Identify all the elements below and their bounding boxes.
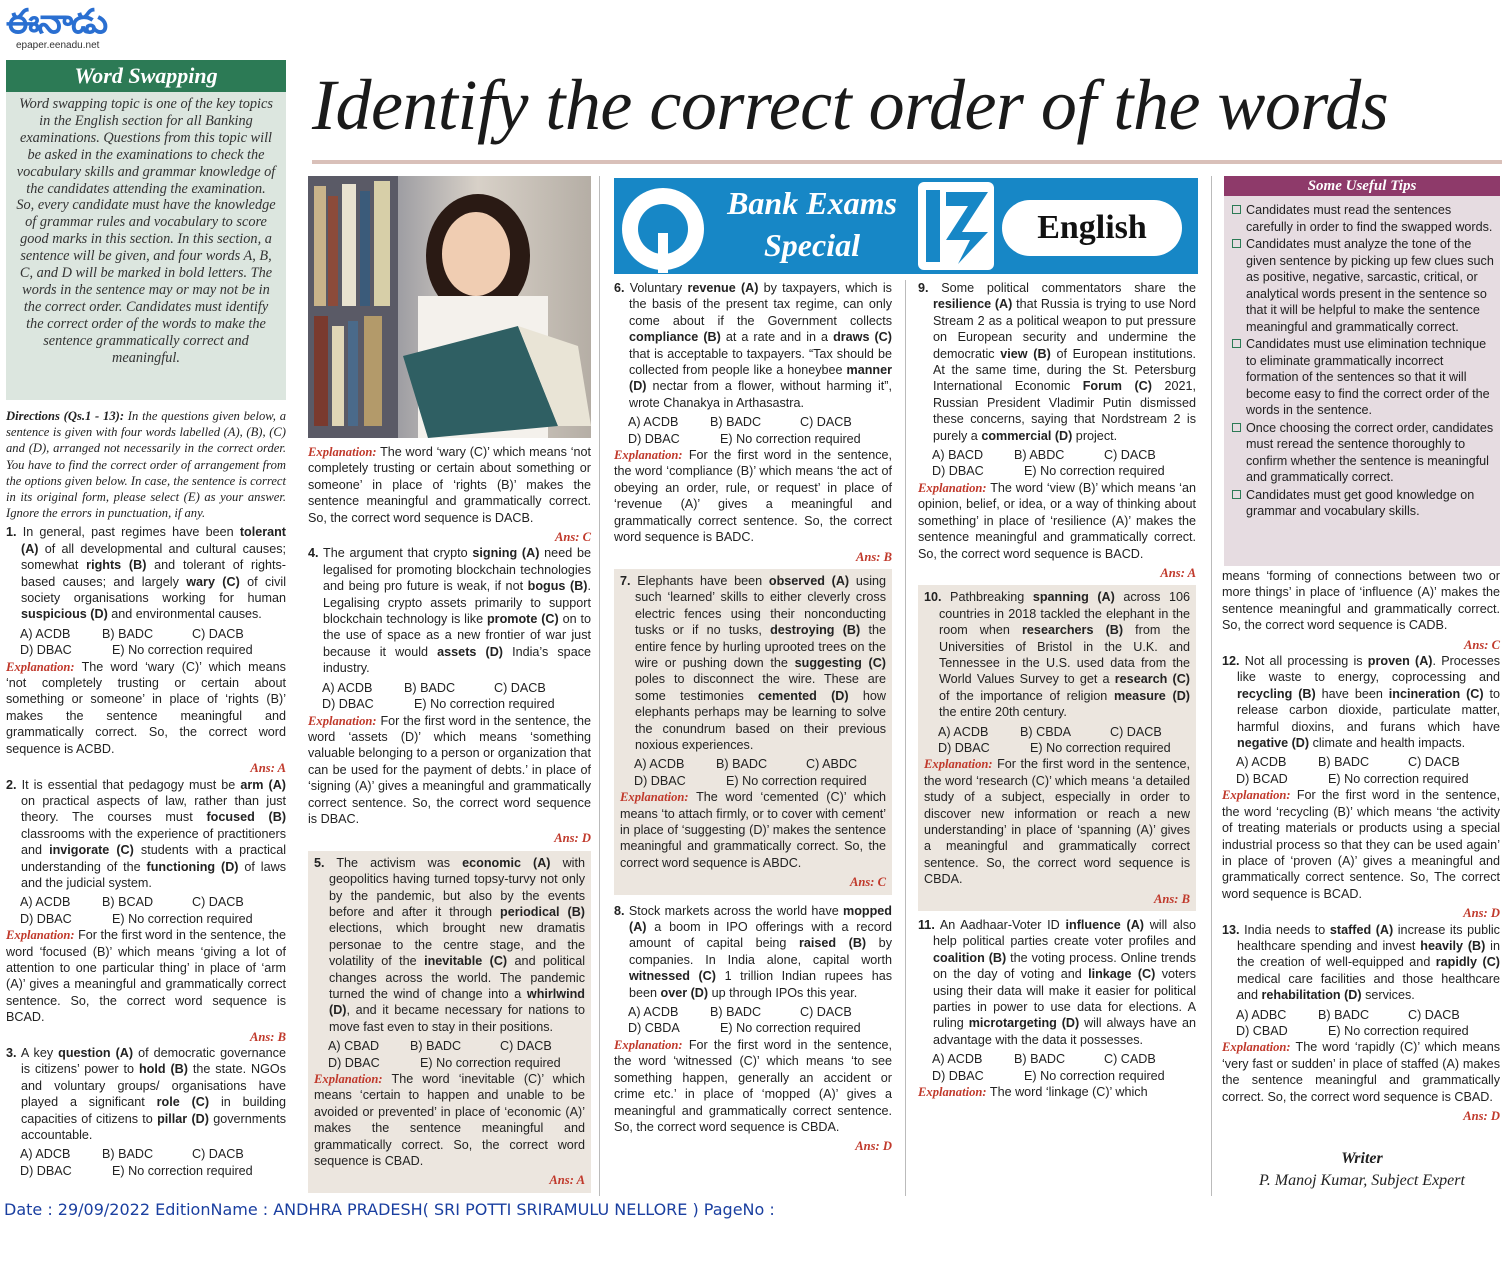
explanation: Explanation: The word ‘linkage (C)’ which bbox=[918, 1085, 1148, 1100]
option: C) DACB bbox=[1408, 755, 1460, 770]
option: B) BADC bbox=[102, 626, 154, 641]
option: E) No correction required bbox=[720, 1021, 861, 1036]
question-5 bbox=[314, 855, 585, 1189]
masthead-name: ఈనాడు bbox=[6, 2, 107, 42]
answer-options bbox=[6, 911, 286, 927]
question-text: 6. Voluntary revenue (A) by taxpayers, which is the basis of the present tax regime, can only come about if the Government collects compliance (B) at a rate and in a draws (C) that is acceptable to taxpayers. “Tax should be collected from people like a honeybee manner (D) nectar from a flower, without harming it”, wrote Chanakya in Arthasastra. bbox=[614, 281, 892, 410]
explanation: Explanation: For the first word in the sentence, the word ‘recycling (B)’ which means ‘the activity of treating materials or products using a special industrial process so that they can be used again’ in place of ‘proven (A)’ gives a meaningful and grammatically correct sentence. So, The correct word sequence is BCAD. bbox=[1222, 788, 1500, 901]
continued-explanation: means ‘forming of connections between two or more things’ in place of ‘influence (A)’ makes the sentence meaningful and grammatically correct. So, the correct word sequence is CADB. bbox=[1222, 569, 1500, 633]
option: A) BACD bbox=[932, 448, 984, 463]
headline-rule bbox=[312, 160, 1502, 164]
option: A) ACDB bbox=[634, 757, 685, 772]
column-5 bbox=[1222, 568, 1500, 1124]
answer-options bbox=[918, 1051, 1196, 1067]
option: A) CBAD bbox=[328, 1039, 380, 1054]
directions bbox=[6, 408, 286, 521]
masthead-logo bbox=[6, 4, 146, 54]
question-4 bbox=[308, 545, 591, 846]
question-11 bbox=[918, 917, 1196, 1100]
question-text: 3. A key question (A) of democratic governance is citizens’ power to hold (B) the state. NGOs and voluntary groups/ organisations have played a significant role (C) in building capacities of citizens to pillar (D) governments accountable. bbox=[6, 1046, 287, 1143]
question-text: 4. The argument that crypto signing (A) need be legalised for promoting blockchain technologies and being pro future is weak, if not bogus (B). Legalising crypto assets primarily to support blockchain technology is like promote (C) on to the use of space as a new frontier of war just because it would assets (D) India’s space industry. bbox=[308, 546, 592, 676]
answer-options bbox=[918, 1068, 1196, 1084]
question-text: 10. Pathbreaking spanning (A) across 106 countries in 2018 tackled the elephant in the room when researchers (B) from the Universities of Bristol in the U.K. and Tennessee in the U.S. used data from the World Values Survey to get a research (C) of the importance of religion measure (D) the entire 20th century. bbox=[924, 590, 1191, 720]
question-text: 9. Some political commentators share the resilience (A) that Russia is trying to use Nord Stream 2 as a political weapon to put pressure on European security and undermine the democratic view (B) of European institutions. At the same time, during the St. Petersburg International Economic Forum (C) 2021, Russian President Vladimir Putin dismissed these concerns, saying that Nordstream 2 is purely a commercial (D) project. bbox=[918, 281, 1197, 443]
option: D) DBAC bbox=[932, 1068, 984, 1083]
option: C) DACB bbox=[1408, 1007, 1460, 1022]
answer-options bbox=[308, 696, 591, 712]
answer: Ans: D bbox=[1463, 906, 1500, 921]
checkbox-icon bbox=[1232, 239, 1241, 248]
answer: Ans: A bbox=[1160, 565, 1196, 580]
explanation: Explanation: The word ‘rapidly (C)’ which means ‘very fast or sudden’ in place of staffed (A) makes the sentence meaningful and grammatically correct. So, the correct word sequence is CBAD. bbox=[1222, 1040, 1500, 1104]
column-1 bbox=[6, 408, 286, 1179]
answer-options bbox=[614, 431, 892, 447]
explanation: Explanation: For the first word in the sentence, the word ‘assets (D)’ which means ‘something valuable belonging to a person or organization that can be used for the payment of debts.’ in place of ‘signing (A)’ gives a meaningful and grammatically correct sentence. So, the correct word sequence is DBAC. bbox=[308, 713, 591, 826]
option: B) BADC bbox=[1014, 1052, 1066, 1067]
question-text: 13. India needs to staffed (A) increase its public healthcare spending and invest heavily (B) in the creation of well-equipped and rapidly (C) medical care facilities and those healthcare and rehabilitation (D) services. bbox=[1222, 922, 1500, 1003]
option: D) BCAD bbox=[1236, 771, 1288, 786]
answer-options bbox=[918, 447, 1196, 463]
answer-options bbox=[1222, 1023, 1500, 1039]
sbi-logo-icon bbox=[622, 188, 704, 270]
answer-options bbox=[924, 724, 1190, 740]
option: B) BADC bbox=[716, 757, 768, 772]
answer-options bbox=[1222, 1007, 1500, 1023]
question-6 bbox=[614, 280, 892, 565]
option: E) No correction required bbox=[420, 1055, 561, 1070]
answer-options bbox=[308, 680, 591, 696]
word-swapping-text: Word swapping topic is one of the key topics in the English section for all Banking examinations. Questions from this topic will be asked in the examinations to check the vocabulary skills and grammar knowledge of the candidates attending the examination. So, every candidate must have the knowledge of grammar rules and vocabulary to score good marks in this section. In this section, a sentence will be given, and four words A, B, C, and D will be marked in bold letters. The words in the sentence may or may not be in the correct order. Candidates must identify the correct order of the words to make the sentence grammatically correct and meaningful. bbox=[16, 96, 276, 366]
word-swapping-title: Word Swapping bbox=[6, 60, 286, 92]
question-3 bbox=[6, 1045, 286, 1179]
option: D) DBAC bbox=[20, 1163, 72, 1178]
answer-options bbox=[614, 1004, 892, 1020]
tips-title: Some Useful Tips bbox=[1224, 176, 1500, 196]
tip-item: Candidates must use elimination technique to eliminate grammatically incorrect formation of the sentences so that it will become easy to find the correct order of the words in the sentence. bbox=[1232, 336, 1494, 419]
option: E) No correction required bbox=[1030, 740, 1171, 755]
bank-exams-banner bbox=[614, 178, 1198, 274]
question-9 bbox=[918, 280, 1196, 581]
answer-options bbox=[6, 642, 286, 658]
option: A) ACDB bbox=[322, 680, 373, 695]
question-text: 12. Not all processing is proven (A). Processes like waste to energy, coprocessing and recycling (B) have been incineration (C) to release carbon dioxide, particulate matter, harmful dioxins, and furans which have negative (D) climate and health impacts. bbox=[1222, 654, 1500, 751]
option: D) CBAD bbox=[1236, 1023, 1288, 1038]
question-text: 8. Stock markets across the world have mopped (A) a boom in IPO offerings with a record amount of capital being raised (B) by companies. In India alone, capital worth witnessed (C) 1 trillion Indian rupees has been over (D) up through IPOs this year. bbox=[614, 903, 892, 1000]
footer-info: Date : 29/09/2022 EditionName : ANDHRA PRADESH( SRI POTTI SRIRAMULU NELLORE ) PageNo : bbox=[4, 1200, 775, 1219]
option: B) BADC bbox=[1318, 755, 1370, 770]
answer-options bbox=[6, 1146, 286, 1162]
option: B) CBDA bbox=[1020, 724, 1072, 739]
option: E) No correction required bbox=[720, 431, 861, 446]
option: A) ACDB bbox=[20, 895, 71, 910]
explanation: Explanation: For the first word in the sentence, the word ‘compliance (B)’ which means ‘the act of obeying an order, rule, or request’ in place of ‘revenue (A)’ gives a meaningful and grammatically correct sentence. So, the correct word sequence is BADC. bbox=[614, 448, 892, 545]
question-1 bbox=[6, 524, 286, 776]
option: C) DACB bbox=[800, 1005, 852, 1020]
option: C) DACB bbox=[192, 626, 244, 641]
explanation: Explanation: The word ‘cemented (C)’ which means ‘to attach firmly, or to cover with cement’ in place of ‘suggesting (D)’ makes the sentence meaningful and grammatically correct. So, the correct word sequence is ABDC. bbox=[620, 790, 886, 870]
option: E) No correction required bbox=[112, 643, 253, 658]
option: A) ADCB bbox=[20, 1147, 71, 1162]
option: C) ABDC bbox=[806, 757, 858, 772]
column-4 bbox=[918, 280, 1196, 1104]
option: B) BADC bbox=[710, 1005, 762, 1020]
answer-options bbox=[6, 1163, 286, 1179]
tip-item: Candidates must analyze the tone of the given sentence by picking up few clues such as positive, negative, sarcastic, critical, or analytical words present in the sentence so that it will be helpful to make the sentence meaningful and grammatically correct. bbox=[1232, 236, 1494, 335]
option: A) ACDB bbox=[20, 626, 71, 641]
column-divider bbox=[1211, 176, 1212, 1196]
checkbox-icon bbox=[1232, 490, 1241, 499]
subject-label: English bbox=[1002, 200, 1182, 256]
writer-credit bbox=[1224, 1150, 1500, 1190]
tip-item: Candidates must get good knowledge on grammar and vocabulary skills. bbox=[1232, 487, 1494, 520]
explanation-1: Explanation: The word ‘wary (C)’ which means ‘not completely trusting or certain about something or someone’ in place of ‘rights (B)’ makes the sentence meaningful and grammatically correct. So, the correct word sequence is DACB. bbox=[308, 445, 591, 525]
answer-options bbox=[614, 1020, 892, 1036]
answer-options bbox=[614, 414, 892, 430]
checkbox-icon bbox=[1232, 339, 1241, 348]
explanation: Explanation: The word ‘wary (C)’ which means ‘not completely trusting or certain about something or someone’ in place of ‘rights (B)’ makes the sentence meaningful and grammatically correct. So, the correct word sequence is ACBD. bbox=[6, 659, 286, 756]
answer: Ans: B bbox=[249, 1029, 286, 1044]
answer-options bbox=[6, 894, 286, 910]
option: D) DBAC bbox=[932, 464, 984, 479]
answer-options bbox=[314, 1055, 585, 1071]
answer-options bbox=[6, 626, 286, 642]
answer: Ans: D bbox=[855, 1139, 892, 1154]
question-text: 2. It is essential that pedagogy must be arm (A) on practical aspects of law, rather than just theory. The courses must focused (B) classrooms with the experience of practitioners and invigorate (C) students with a practical understanding of the functioning (D) of laws and the judicial system. bbox=[6, 777, 287, 890]
option: E) No correction required bbox=[112, 1163, 253, 1178]
answer-options bbox=[918, 463, 1196, 479]
checkbox-icon bbox=[1232, 423, 1241, 432]
option: E) No correction required bbox=[414, 697, 555, 712]
tip-item: Once choosing the correct order, candidates must reread the sentence thoroughly to confirm whether the sentence is meaningful and grammatically correct. bbox=[1232, 420, 1494, 486]
banner-title: Bank Exams Special bbox=[727, 185, 897, 263]
useful-tips-box bbox=[1224, 176, 1500, 566]
column-3 bbox=[614, 280, 892, 1155]
answer-options bbox=[1222, 754, 1500, 770]
option: A) ACDB bbox=[932, 1052, 983, 1067]
option: E) No correction required bbox=[1024, 464, 1165, 479]
column-2 bbox=[308, 444, 591, 1193]
option: B) ABDC bbox=[1014, 448, 1065, 463]
question-7 bbox=[620, 573, 886, 891]
column-divider bbox=[905, 280, 906, 1196]
option: D) DBAC bbox=[628, 431, 680, 446]
eenadu-logo-icon bbox=[918, 182, 994, 270]
answer: Ans: D bbox=[554, 831, 591, 846]
option: D) DBAC bbox=[328, 1055, 380, 1070]
explanation: Explanation: For the first word in the sentence, the word ‘research (C)’ which means ‘a detailed study of a subject, especially in order to discover new information or reach a new understanding’ in place of ‘spanning (A)’ gives a meaningful and grammatically correct sentence. So, the correct word sequence is CBDA. bbox=[924, 757, 1190, 887]
option: B) BADC bbox=[410, 1039, 462, 1054]
answer: Ans: B bbox=[855, 549, 892, 564]
option: C) DACB bbox=[1110, 724, 1162, 739]
option: C) DACB bbox=[192, 895, 244, 910]
option: B) BADC bbox=[1318, 1007, 1370, 1022]
option: E) No correction required bbox=[726, 773, 867, 788]
option: E) No correction required bbox=[1328, 771, 1469, 786]
question-text: 11. An Aadhaar-Voter ID influence (A) will also help political parties create voter profiles and coalition (B) the voting process. Online trends on the day of voting and linkage (C) voters using their data will make it easier for political parties in power to use data for elections. A ruling microtargeting (D) will always have an advantage with the data it possesses. bbox=[918, 918, 1197, 1047]
student-reading-photo bbox=[308, 176, 591, 438]
option: C) DACB bbox=[500, 1039, 552, 1054]
option: C) DACB bbox=[800, 415, 852, 430]
column-divider bbox=[599, 176, 600, 1196]
answer-options bbox=[620, 773, 886, 789]
writer-label: Writer bbox=[1341, 1150, 1383, 1167]
word-swapping-box bbox=[6, 60, 286, 400]
answer: Ans: A bbox=[549, 1173, 585, 1188]
question-text: 5. The activism was economic (A) with geopolitics having turned topsy-turvy not only by the pandemic, but also by the events before and after it through periodical (B) elections, which brought new dramatis personae to the centre stage, and the volatility of the inevitable (C) and political changes across the world. The pandemic turned the wind of change into a whirlwind (D), and it became necessary for nations to move fast even to stay in their positions. bbox=[314, 855, 585, 1034]
tips-list bbox=[1224, 196, 1500, 520]
answer-options bbox=[924, 740, 1190, 756]
explanation: Explanation: For the first word in the sentence, the word ‘witnessed (C)’ which means ‘to see something happen, generally an accident or crime etc.’ in place of ‘mopped (A)’ gives a meaningful and grammatically correct sentence. So, the correct word sequence is CBDA. bbox=[614, 1037, 892, 1134]
answer-options bbox=[314, 1038, 585, 1054]
question-10 bbox=[924, 589, 1190, 907]
question-2 bbox=[6, 777, 286, 1046]
option: B) BCAD bbox=[102, 895, 154, 910]
writer-name: P. Manoj Kumar, Subject Expert bbox=[1259, 1172, 1465, 1189]
option: D) CBDA bbox=[628, 1021, 680, 1036]
answer-11: Ans: C bbox=[1463, 637, 1500, 652]
option: B) BADC bbox=[404, 680, 456, 695]
option: D) DBAC bbox=[938, 740, 990, 755]
tip-item: Candidates must read the sentences carefully in order to find the swapped words. bbox=[1232, 202, 1494, 235]
answer: Ans: C bbox=[849, 875, 886, 890]
question-12 bbox=[1222, 653, 1500, 922]
answer-options bbox=[1222, 771, 1500, 787]
answer: Ans: B bbox=[1153, 891, 1190, 906]
option: A) ACDB bbox=[628, 1005, 679, 1020]
option: A) ACDB bbox=[1236, 755, 1287, 770]
masthead-url: epaper.eenadu.net bbox=[16, 40, 100, 51]
answer-3: Ans: C bbox=[554, 530, 591, 545]
option: C) DACB bbox=[192, 1147, 244, 1162]
explanation: Explanation: For the first word in the sentence, the word ‘focused (B)’ which means ‘giving a lot of attention to one particular thing’ in place of ‘arm (A)’ gives a meaningful and grammatically correct sentence. So, the correct word sequence is BCAD. bbox=[6, 928, 286, 1025]
explanation: Explanation: The word ‘view (B)’ which means ‘an opinion, belief, or idea, or a way of thinking about something’ in place of ‘resilience (A)’ makes the sentence meaningful and grammatically correct. So, the correct word sequence is BACD. bbox=[918, 480, 1196, 561]
option: A) ACDB bbox=[628, 415, 679, 430]
headline: Identify the correct order of the words bbox=[312, 65, 1389, 145]
question-13 bbox=[1222, 922, 1500, 1125]
option: C) CADB bbox=[1104, 1052, 1156, 1067]
directions-text: In the questions given below, a sentence is given with four words labelled (A), (B), (C) and (D), arranged not necessarily in the correct order. You have to find the correct order of arrangement from the options given below. In case, the sentence is correct in its original form, please select (E) as your answer. Ignore the errors in punctuation, if any. bbox=[6, 409, 286, 521]
option: E) No correction required bbox=[1328, 1023, 1469, 1038]
option: B) BADC bbox=[710, 415, 762, 430]
option: E) No correction required bbox=[112, 911, 253, 926]
directions-label: Directions (Qs.1 - 13): bbox=[6, 409, 125, 423]
question-text: 1. In general, past regimes have been tolerant (A) of all developmental and cultural causes; somewhat rights (B) and tolerant of rights-based causes; and largely wary (C) of civil society organisations working for human suspicious (D) and environmental causes. bbox=[6, 525, 286, 622]
option: D) DBAC bbox=[20, 911, 72, 926]
answer: Ans: D bbox=[1463, 1109, 1500, 1123]
option: D) DBAC bbox=[20, 643, 72, 658]
answer-options bbox=[620, 756, 886, 772]
option: B) BADC bbox=[102, 1147, 154, 1162]
option: A) ADBC bbox=[1236, 1007, 1287, 1022]
answer: Ans: A bbox=[250, 761, 286, 776]
question-8 bbox=[614, 903, 892, 1155]
option: D) DBAC bbox=[322, 697, 374, 712]
question-text: 7. Elephants have been observed (A) using such ‘learned’ skills to either cleverly cross electric fences using their nonconducting tusks or if no tusks, destroying (B) the entire fence by hurling uprooted trees on the wire or pushing down the suggesting (C) poles to disconnect the wire. These are some testimonies cemented (D) how elephants perhaps may be learning to solve the conundrum based on their previous noxious experiences. bbox=[620, 573, 887, 752]
explanation: Explanation: The word ‘inevitable (C)’ which means ‘certain to happen and unable to be avoided or prevented’ in place of ‘economic (A)’ makes the sentence meaningful and grammatically correct. So, the correct word sequence is CBAD. bbox=[314, 1072, 585, 1169]
option: C) DACB bbox=[494, 680, 546, 695]
option: A) ACDB bbox=[938, 724, 989, 739]
checkbox-icon bbox=[1232, 205, 1241, 214]
option: E) No correction required bbox=[1024, 1068, 1165, 1083]
option: D) DBAC bbox=[634, 773, 686, 788]
option: C) DACB bbox=[1104, 448, 1156, 463]
